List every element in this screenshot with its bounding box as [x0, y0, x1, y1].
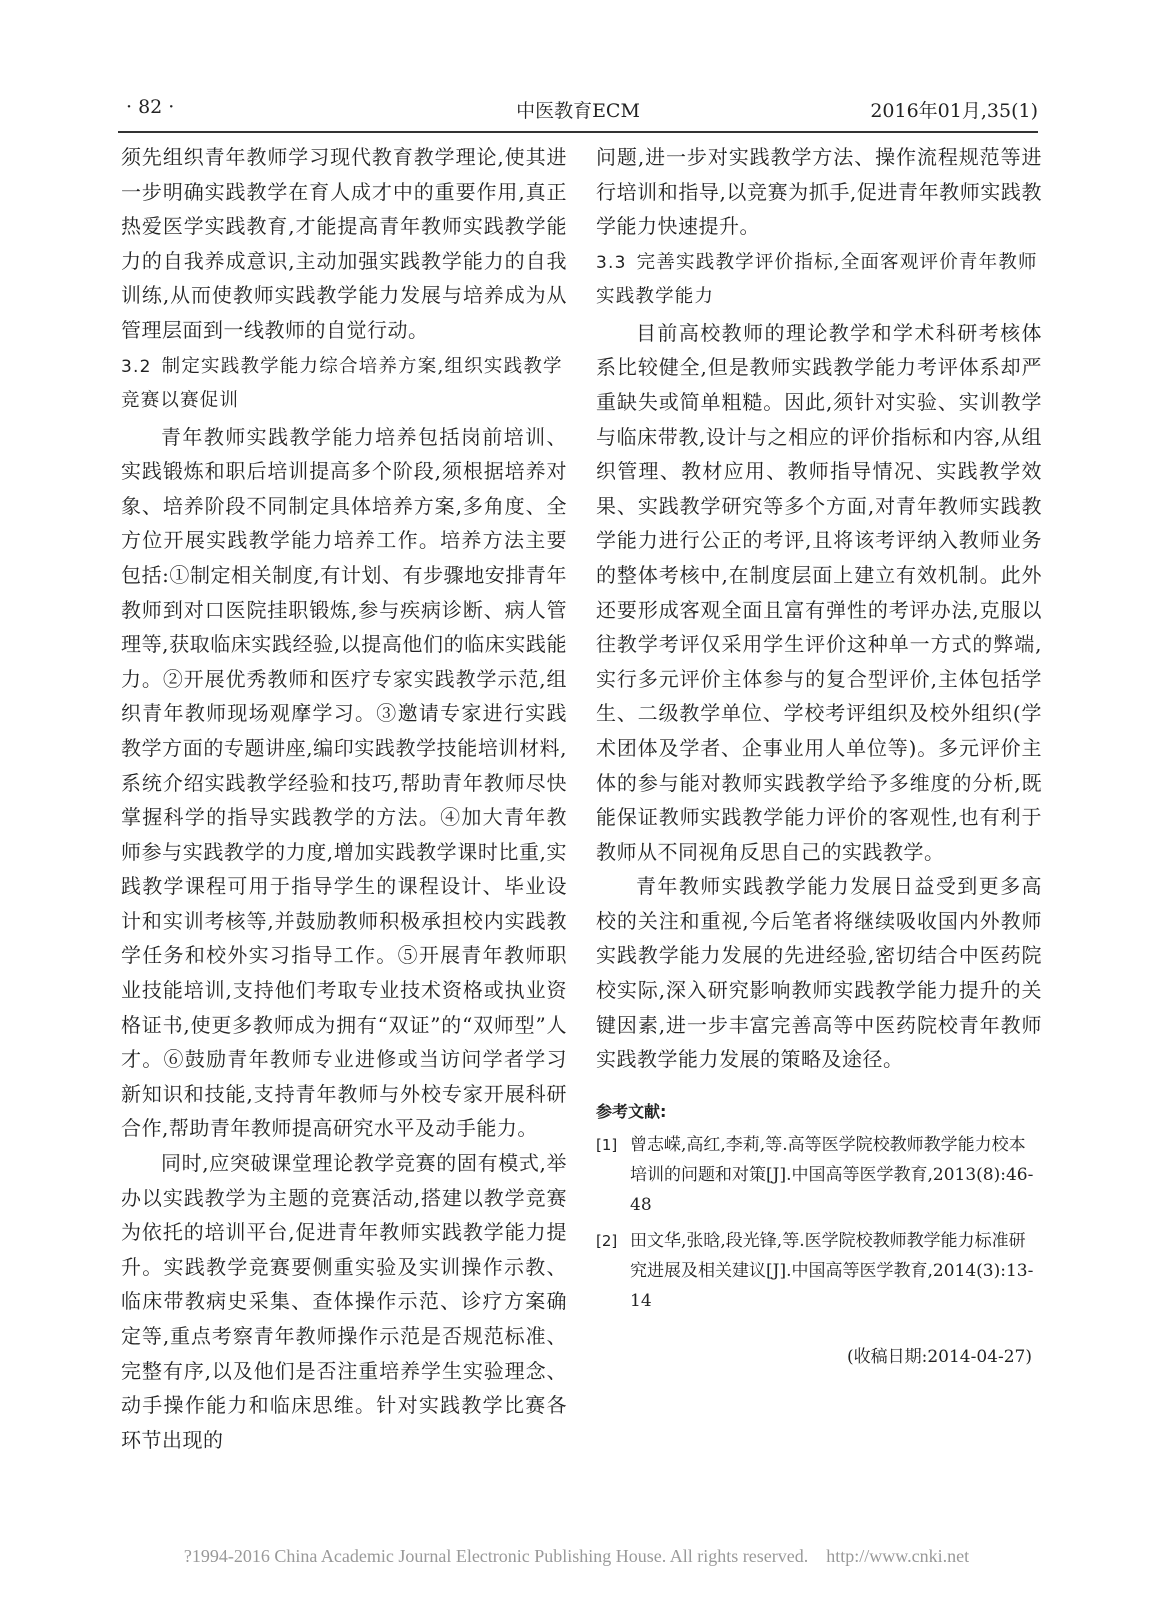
journal-title: 中医教育ECM [516, 100, 640, 122]
reference-number: [2] [596, 1231, 618, 1250]
references-title: 参考文献: [596, 1101, 667, 1121]
copyright-footer: ?1994-2016 China Academic Journal Electronic Publishing House. All rights reserved. http://www.cnki.net [183, 1546, 970, 1566]
left-column [121, 140, 567, 1457]
section-title: 制定实践教学能力综合培养方案,组织实践教学竞赛以赛促训 [121, 355, 563, 411]
paragraph: 同时,应突破课堂理论教学竞赛的固有模式,举办以实践教学为主题的竞赛活动,搭建以教学竞赛为依托的培训平台,促进青年教师实践教学能力提升。实践教学竞赛要侧重实验及实训操作示教、临床带教病史采集、查体操作示范、诊疗方案确定等,重点考察青年教师操作示范是否规范标准、完整有序,以及他们是否注重培养学生实验理念、动手操作能力和临床思维。针对实践教学比赛各环节出现的 [121, 1151, 567, 1452]
reference-item [596, 1226, 1042, 1316]
reference-number: [1] [596, 1135, 618, 1154]
paragraph: 青年教师实践教学能力培养包括岗前培训、实践锻炼和职后培训提高多个阶段,须根据培养对象、培养阶段不同制定具体培养方案,多角度、全方位开展实践教学能力培养工作。培养方法主要包括:①制定相关制度,有计划、有步骤地安排青年教师到对口医院挂职锻炼,参与疾病诊断、病人管理等,获取临床实践经验,以提高他们的临床实践能力。②开展优秀教师和医疗专家实践教学示范,组织青年教师现场观摩学习。③邀请专家进行实践教学方面的专题讲座,编印实践教学技能培训材料,系统介绍实践教学经验和技巧,帮助青年教师尽快掌握科学的指导实践教学的方法。④加大青年教师参与实践教学的力度,增加实践教学课时比重,实践教学课程可用于指导学生的课程设计、毕业设计和实训考核等,并鼓励教师积极承担校内实践教学任务和校外实习指导工作。⑤开展青年教师职业技能培训,支持他们考取专业技术资格或执业资格证书,使更多教师成为拥有“双证”的“双师型”人才。⑥鼓励青年教师专业进修或当访问学者学习新知识和技能,支持青年教师与外校专家开展科研合作,帮助青年教师提高研究水平及动手能力。 [121, 424, 567, 1141]
reference-text: 曾志嵘,高红,李莉,等.高等医学院校教师教学能力校本培训的问题和对策[J].中国高等医学教育,2013(8):46-48 [630, 1134, 1034, 1215]
page-number: · 82 · [126, 96, 175, 118]
paragraph: 目前高校教师的理论教学和学术科研考核体系比较健全,但是教师实践教学能力考评体系却严重缺失或简单粗糙。因此,须针对实验、实训教学与临床带教,设计与之相应的评价指标和内容,从组织管理、教材应用、教师指导情况、实践教学效果、实践教学研究等多个方面,对青年教师实践教学能力进行公正的考评,且将该考评纳入教师业务的整体考核中,在制度层面上建立有效机制。此外还要形成客观全面且富有弹性的考评办法,克服以往教学考评仅采用学生评价这种单一方式的弊端,实行多元评价主体参与的复合型评价,主体包括学生、二级教学单位、学校考评组织及校外组织(学术团体及学者、企事业用人单位等)。多元评价主体的参与能对教师实践教学给予多维度的分析,既能保证教师实践教学能力评价的客观性,也有利于教师从不同视角反思自己的实践教学。 [596, 320, 1042, 864]
reference-item [596, 1130, 1042, 1220]
header-rule [118, 131, 1038, 133]
reference-text: 田文华,张晗,段光锋,等.医学院校教师教学能力标准研究进展及相关建议[J].中国高等医学教育,2014(3):13-14 [630, 1230, 1034, 1311]
paragraph: 青年教师实践教学能力发展日益受到更多高校的关注和重视,今后笔者将继续吸收国内外教师实践教学能力发展的先进经验,密切结合中医药院校实际,深入研究影响教师实践教学能力提升的关键因素,进一步丰富完善高等中医药院校青年教师实践教学能力发展的策略及途径。 [596, 874, 1042, 1072]
section-heading-3-2 [121, 350, 567, 418]
issue-info: 2016年01月,35(1) [870, 100, 1038, 122]
section-number: 3.2 [121, 356, 152, 377]
section-title: 完善实践教学评价指标,全面客观评价青年教师实践教学能力 [596, 251, 1038, 307]
section-heading-3-3 [596, 246, 1042, 314]
right-column [596, 140, 1042, 1367]
page-header [118, 92, 1038, 128]
section-number: 3.3 [596, 252, 627, 273]
received-date: (收稿日期:2014-04-27) [846, 1346, 1032, 1367]
paragraph: 问题,进一步对实践教学方法、操作流程规范等进行培训和指导,以竞赛为抓手,促进青年教师实践教学能力快速提升。 [596, 145, 1042, 239]
paragraph: 须先组织青年教师学习现代教育教学理论,使其进一步明确实践教学在育人成才中的重要作用,真正热爱医学实践教育,才能提高青年教师实践教学能力的自我养成意识,主动加强实践教学能力的自我训练,从而使教师实践教学能力发展与培养成为从管理层面到一线教师的自觉行动。 [121, 145, 567, 342]
